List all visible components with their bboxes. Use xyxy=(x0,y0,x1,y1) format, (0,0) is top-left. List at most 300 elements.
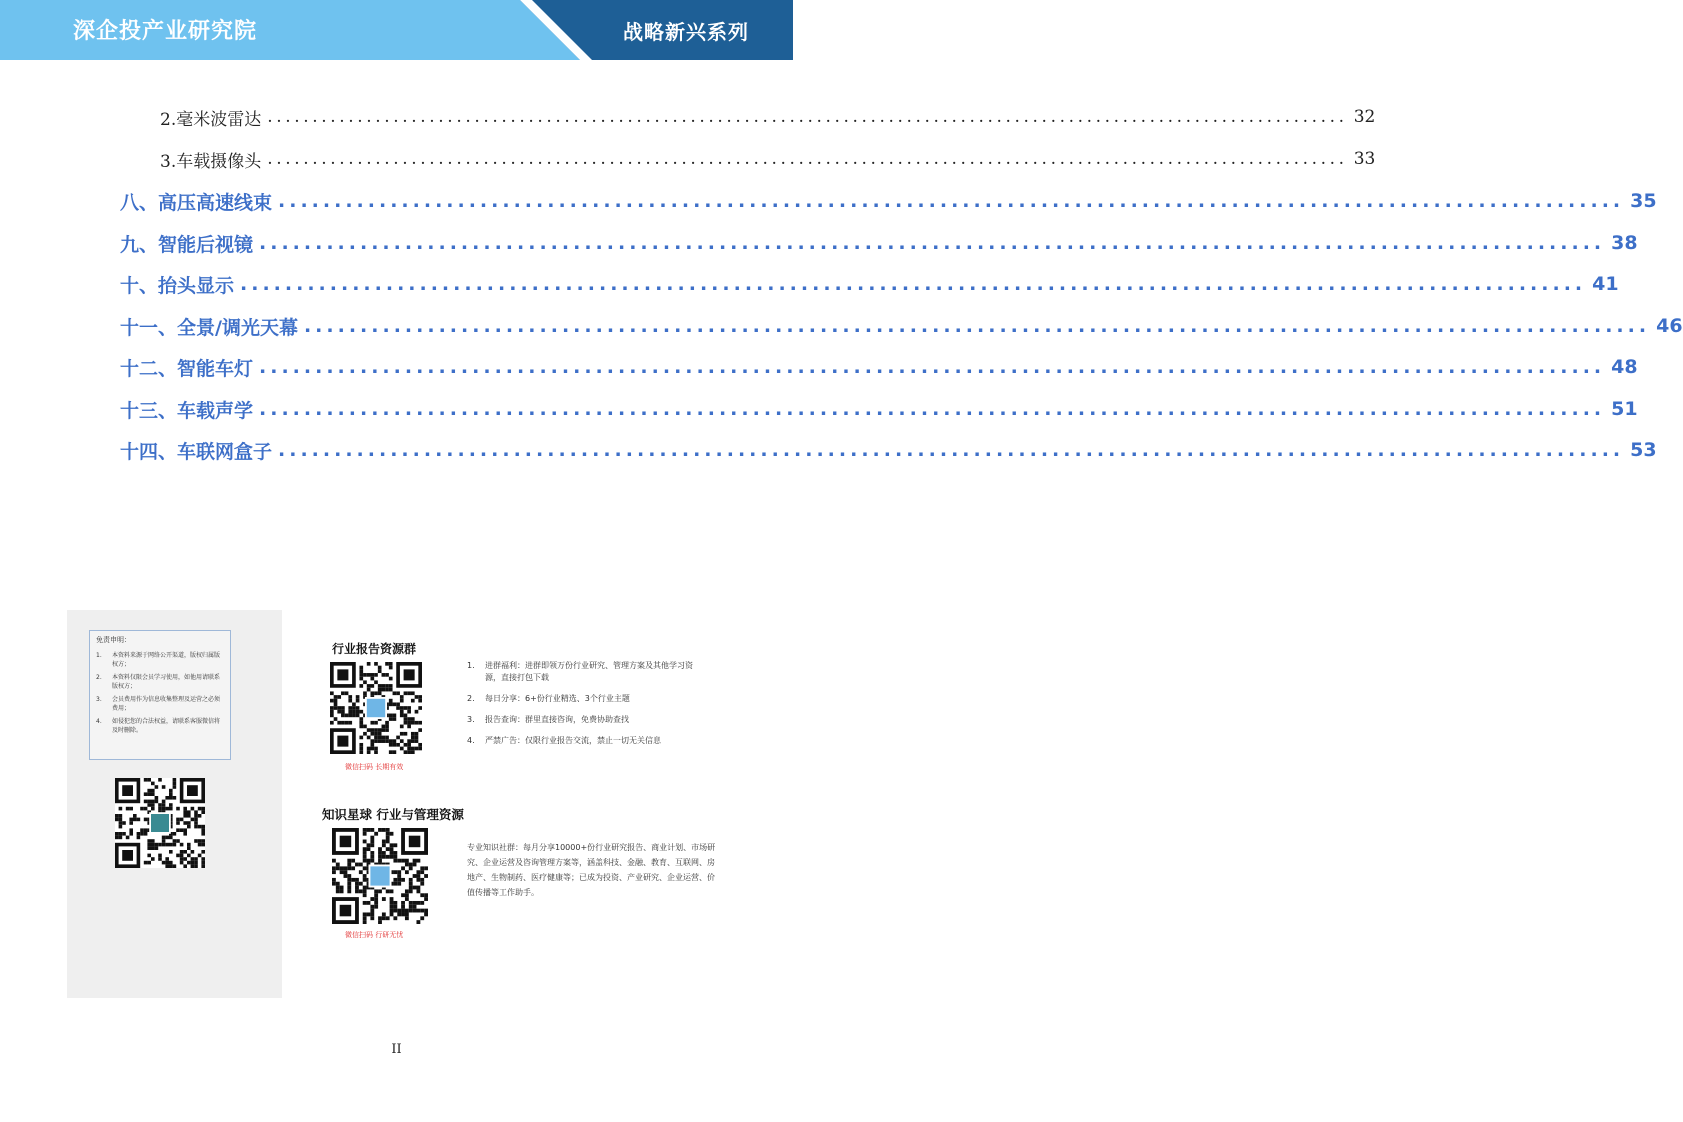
qr-module xyxy=(133,818,137,822)
qr-module xyxy=(183,850,187,854)
qr-module xyxy=(370,828,374,832)
qr-module xyxy=(194,825,198,829)
qr-module xyxy=(169,807,173,811)
group1-caption: 微信扫码 长期有效 xyxy=(345,763,404,771)
qr-module xyxy=(169,796,173,800)
qr-module xyxy=(194,839,198,843)
qr-module xyxy=(155,843,159,847)
qr-module xyxy=(140,832,144,836)
qr-module xyxy=(359,673,363,677)
qr-module xyxy=(158,807,162,811)
qr-module xyxy=(173,843,177,847)
qr-module xyxy=(194,818,198,822)
disclaimer-list xyxy=(96,651,224,735)
qr-module xyxy=(155,785,159,789)
qr-module xyxy=(374,691,378,695)
qr-module xyxy=(187,854,191,858)
qr-module xyxy=(389,750,393,754)
qr-module xyxy=(415,747,419,751)
qr-module xyxy=(393,843,397,847)
qr-module xyxy=(129,821,133,825)
qr-module xyxy=(370,732,374,736)
qr-module xyxy=(409,882,413,886)
qr-module xyxy=(340,866,344,870)
qr-module xyxy=(359,725,363,729)
qr-module xyxy=(370,905,374,909)
qr-module xyxy=(115,814,119,818)
toc-entry-label: 3.车载摄像头 xyxy=(160,151,262,172)
toc-entry[interactable] xyxy=(0,187,1657,215)
qr-module xyxy=(147,846,151,850)
disclaimer-item xyxy=(96,673,224,691)
qr-module xyxy=(147,792,151,796)
qr-module xyxy=(151,800,155,804)
qr-module xyxy=(334,706,338,710)
toc-leader-dots: ........................................................................................................................ xyxy=(267,149,1348,169)
qr-module xyxy=(330,721,334,725)
qr-code-group2[interactable] xyxy=(332,828,428,924)
qr-module xyxy=(340,905,352,917)
qr-module xyxy=(378,847,382,851)
qr-module xyxy=(348,699,352,703)
qr-module xyxy=(382,739,386,743)
qr-module xyxy=(137,818,141,822)
qr-module xyxy=(420,866,424,870)
qr-module xyxy=(359,747,363,751)
qr-module xyxy=(400,699,404,703)
qr-module xyxy=(420,870,424,874)
qr-module xyxy=(363,893,367,897)
qr-module xyxy=(374,736,378,740)
qr-module xyxy=(407,706,411,710)
qr-module xyxy=(382,916,386,920)
qr-module xyxy=(378,855,382,859)
toc-entry[interactable] xyxy=(0,312,1683,340)
qr-module xyxy=(180,857,184,861)
qr-module xyxy=(345,721,349,725)
qr-module xyxy=(416,859,420,863)
qr-module xyxy=(351,866,355,870)
qr-module xyxy=(389,688,393,692)
qr-module xyxy=(359,750,363,754)
qr-module xyxy=(409,886,413,890)
qr-module xyxy=(180,818,184,822)
qr-module xyxy=(382,897,386,901)
qr-module xyxy=(351,859,355,863)
qr-module xyxy=(351,878,355,882)
qr-module xyxy=(340,886,344,890)
qr-module xyxy=(390,905,394,909)
qr-module xyxy=(162,785,166,789)
qr-module xyxy=(393,859,397,863)
qr-module xyxy=(370,691,374,695)
qr-module xyxy=(187,843,191,847)
qr-module xyxy=(359,736,363,740)
qr-module xyxy=(416,874,420,878)
qr-module xyxy=(382,840,386,844)
qr-module xyxy=(405,889,409,893)
qr-module xyxy=(162,807,166,811)
qr-module xyxy=(194,810,198,814)
qr-module xyxy=(370,677,374,681)
qr-module xyxy=(418,747,422,751)
qr-module xyxy=(367,847,371,851)
toc-entry-label: 九、智能后视镜 xyxy=(120,233,254,256)
qr-module xyxy=(400,725,404,729)
qr-module xyxy=(355,886,359,890)
qr-module xyxy=(411,739,415,743)
qr-module xyxy=(180,850,184,854)
qr-module xyxy=(201,850,205,854)
qr-module xyxy=(404,669,415,680)
qr-module xyxy=(187,821,191,825)
qr-module xyxy=(348,695,352,699)
qr-module xyxy=(147,854,151,858)
qr-module xyxy=(405,916,409,920)
qr-module xyxy=(122,821,126,825)
qr-module xyxy=(352,710,356,714)
qr-module xyxy=(201,810,205,814)
qr-module xyxy=(363,916,367,920)
qr-module xyxy=(162,836,166,840)
qr-module xyxy=(367,843,371,847)
qr-module xyxy=(400,706,404,710)
qr-module xyxy=(147,843,151,847)
qr-module xyxy=(169,864,173,868)
qr-module xyxy=(169,843,173,847)
qr-module xyxy=(378,851,382,855)
qr-module xyxy=(147,800,151,804)
qr-module xyxy=(341,691,345,695)
qr-module xyxy=(347,886,351,890)
qr-module xyxy=(382,843,386,847)
qr-module xyxy=(129,807,133,811)
feature-item-text: 报告查询：群里直接咨询，免费协助查找 xyxy=(485,715,629,724)
qr-module xyxy=(413,863,417,867)
qr-module xyxy=(400,710,404,714)
qr-module xyxy=(201,843,205,847)
qr-module xyxy=(187,825,191,829)
qr-module xyxy=(347,889,351,893)
group2-description: 专业知识社群：每月分享10000+份行业研究报告、商业计划、市场研究、企业运营及咨询管理方案等，涵盖科技、金融、教育、互联网、房地产、生物制药、医疗健康等；已成为投资、产业研究、企业运营、价值传播等工作助手。 xyxy=(467,843,716,897)
qr-module xyxy=(404,706,408,710)
qr-module xyxy=(418,695,422,699)
qr-module xyxy=(191,850,195,854)
qr-module xyxy=(363,855,367,859)
qr-module xyxy=(397,882,401,886)
qr-module xyxy=(336,889,340,893)
qr-module xyxy=(355,863,359,867)
qr-module xyxy=(386,836,390,840)
qr-module xyxy=(416,870,420,874)
qr-module xyxy=(337,695,341,699)
qr-module xyxy=(385,736,389,740)
qr-module xyxy=(400,747,404,751)
qr-module xyxy=(386,828,390,832)
qr-module xyxy=(418,728,422,732)
qr-module xyxy=(401,901,405,905)
qr-module xyxy=(411,732,415,736)
qr-module xyxy=(334,702,338,706)
qr-module xyxy=(352,714,356,718)
qr-module xyxy=(147,803,151,807)
qr-module xyxy=(404,691,408,695)
qr-module xyxy=(151,803,155,807)
qr-module xyxy=(386,916,390,920)
qr-module xyxy=(332,870,336,874)
qr-module xyxy=(370,859,374,863)
qr-module xyxy=(378,669,382,673)
qr-module xyxy=(389,717,393,721)
qr-module xyxy=(393,916,397,920)
qr-module xyxy=(374,680,378,684)
qr-module xyxy=(416,920,420,924)
qr-module xyxy=(147,778,151,782)
qr-module xyxy=(347,863,351,867)
qr-module xyxy=(378,916,382,920)
qr-module xyxy=(201,861,205,865)
qr-module xyxy=(183,832,187,836)
qr-module xyxy=(407,710,411,714)
feature-item-number: 3. xyxy=(467,715,475,724)
qr-module xyxy=(367,673,371,677)
qr-module xyxy=(173,864,177,868)
qr-module xyxy=(119,821,123,825)
qr-module xyxy=(137,836,141,840)
qr-module xyxy=(363,840,367,844)
qr-module xyxy=(176,807,180,811)
qr-module xyxy=(183,807,187,811)
qr-module xyxy=(176,821,180,825)
qr-module xyxy=(147,789,151,793)
qr-module xyxy=(370,684,374,688)
qr-module xyxy=(173,782,177,786)
qr-module xyxy=(420,878,424,882)
qr-module xyxy=(173,796,177,800)
qr-module xyxy=(187,810,191,814)
qr-module xyxy=(347,882,351,886)
qr-module xyxy=(420,893,424,897)
qr-module xyxy=(393,901,397,905)
qr-module xyxy=(344,866,348,870)
toc-entry[interactable] xyxy=(0,103,1376,131)
qr-module xyxy=(393,750,397,754)
group2-caption: 微信扫码 行研无忧 xyxy=(345,931,404,939)
toc-leader-dots: ........................................................................................................................ xyxy=(278,439,1625,461)
qr-module xyxy=(151,792,155,796)
qr-module xyxy=(382,855,386,859)
qr-module xyxy=(393,855,397,859)
qr-module xyxy=(382,828,386,832)
qr-module xyxy=(389,666,393,670)
qr-module xyxy=(359,882,363,886)
qr-module xyxy=(363,920,367,924)
qr-module xyxy=(404,717,408,721)
qr-module xyxy=(382,725,386,729)
qr-module xyxy=(330,699,334,703)
qr-module xyxy=(198,825,202,829)
qr-module xyxy=(119,807,123,811)
qr-module xyxy=(332,866,336,870)
qr-module xyxy=(144,807,148,811)
qr-module xyxy=(187,846,191,850)
qr-module xyxy=(162,843,166,847)
qr-module xyxy=(158,843,162,847)
qr-module xyxy=(420,901,424,905)
qr-module xyxy=(415,736,419,740)
qr-module xyxy=(119,836,123,840)
qr-module xyxy=(165,843,169,847)
qr-module xyxy=(191,807,195,811)
qr-module xyxy=(401,905,405,909)
qr-module xyxy=(396,743,400,747)
qr-module xyxy=(396,706,400,710)
qr-module xyxy=(424,909,428,913)
qr-module xyxy=(352,706,356,710)
qr-module xyxy=(165,864,169,868)
qr-module xyxy=(198,854,202,858)
qr-module xyxy=(336,863,340,867)
qr-module xyxy=(155,846,159,850)
qr-module xyxy=(191,818,195,822)
qr-module xyxy=(191,864,195,868)
qr-module xyxy=(340,836,352,848)
qr-module xyxy=(151,782,155,786)
qr-module xyxy=(374,832,378,836)
qr-module xyxy=(370,743,374,747)
qr-module xyxy=(201,857,205,861)
toc-leader-dots: ........................................................................................................................ xyxy=(240,273,1587,295)
qr-module xyxy=(374,901,378,905)
qr-module xyxy=(158,857,162,861)
qr-module xyxy=(415,732,419,736)
toc-entry-page: 53 xyxy=(1630,439,1657,461)
qr-module xyxy=(370,866,389,885)
qr-module xyxy=(367,736,371,740)
qr-module xyxy=(187,785,198,796)
qr-module xyxy=(363,874,367,878)
qr-module xyxy=(370,909,374,913)
qr-module xyxy=(409,866,413,870)
toc-entry-page: 32 xyxy=(1353,107,1376,127)
qr-module xyxy=(397,874,401,878)
qr-module xyxy=(183,864,187,868)
qr-module xyxy=(340,889,344,893)
qr-module xyxy=(390,889,394,893)
qr-module xyxy=(397,870,401,874)
qr-module xyxy=(409,878,413,882)
qr-module xyxy=(359,743,363,747)
qr-module xyxy=(201,807,205,811)
qr-module xyxy=(405,897,409,901)
feature-item-text: 严禁广告：仅限行业报告交流，禁止一切无关信息 xyxy=(485,736,661,745)
toc-leader-dots: ........................................................................................................................ xyxy=(278,190,1625,212)
qr-module xyxy=(424,912,428,916)
promo-image xyxy=(67,610,717,998)
qr-module xyxy=(144,800,148,804)
qr-module xyxy=(155,796,159,800)
qr-module xyxy=(183,821,187,825)
qr-module xyxy=(363,866,367,870)
toc-entry-page: 41 xyxy=(1592,273,1619,295)
qr-module xyxy=(187,814,191,818)
qr-module xyxy=(337,736,348,747)
qr-module xyxy=(162,803,166,807)
qr-module xyxy=(183,814,187,818)
group1-title: 行业报告资源群 xyxy=(332,642,417,656)
qr-module xyxy=(390,851,394,855)
qr-module xyxy=(378,920,382,924)
qr-module xyxy=(397,912,401,916)
qr-module xyxy=(347,874,351,878)
qr-module xyxy=(407,691,411,695)
qr-code-left[interactable] xyxy=(115,778,205,868)
qr-module xyxy=(370,912,374,916)
qr-code-group1[interactable] xyxy=(330,662,422,754)
qr-module xyxy=(363,859,367,863)
qr-module xyxy=(385,728,389,732)
qr-module xyxy=(413,859,417,863)
qr-module xyxy=(158,803,162,807)
qr-module xyxy=(370,836,374,840)
toc-entry[interactable] xyxy=(0,229,1638,257)
qr-module xyxy=(396,702,400,706)
qr-module xyxy=(413,909,417,913)
qr-module xyxy=(341,710,345,714)
toc-entry-label: 十一、全景/调光天幕 xyxy=(120,316,298,339)
qr-module xyxy=(389,739,393,743)
qr-module xyxy=(385,725,389,729)
qr-module xyxy=(416,886,420,890)
feature-item-number: 1. xyxy=(467,661,475,670)
toc-entry[interactable] xyxy=(0,145,1376,173)
toc-entry[interactable] xyxy=(0,395,1638,423)
toc-entry-label: 2.毫米波雷达 xyxy=(160,109,262,130)
qr-module xyxy=(389,702,393,706)
qr-module xyxy=(129,818,133,822)
qr-module xyxy=(401,859,405,863)
qr-module xyxy=(378,732,382,736)
qr-module xyxy=(363,725,367,729)
qr-module xyxy=(337,710,341,714)
qr-module xyxy=(374,728,378,732)
toc-entry-label: 十四、车联网盒子 xyxy=(120,440,273,463)
toc-entry[interactable] xyxy=(0,436,1657,464)
feature-item xyxy=(467,693,697,705)
toc-entry-label: 十、抬头显示 xyxy=(120,274,235,297)
qr-module xyxy=(332,878,336,882)
promo-left-panel xyxy=(67,610,282,998)
qr-module xyxy=(176,818,180,822)
toc-entry[interactable] xyxy=(0,353,1638,381)
qr-module xyxy=(393,691,397,695)
qr-module xyxy=(344,874,348,878)
qr-module xyxy=(147,839,151,843)
qr-module xyxy=(144,778,148,782)
toc-entry[interactable] xyxy=(0,270,1619,298)
qr-module xyxy=(405,863,409,867)
qr-module xyxy=(386,889,390,893)
disclaimer-item-number: 4. xyxy=(96,718,102,725)
qr-module xyxy=(378,666,382,670)
qr-module xyxy=(169,789,173,793)
qr-module xyxy=(363,847,367,851)
qr-module xyxy=(393,743,397,747)
qr-module xyxy=(418,699,422,703)
qr-module xyxy=(173,785,177,789)
qr-module xyxy=(158,854,162,858)
qr-module xyxy=(355,882,359,886)
